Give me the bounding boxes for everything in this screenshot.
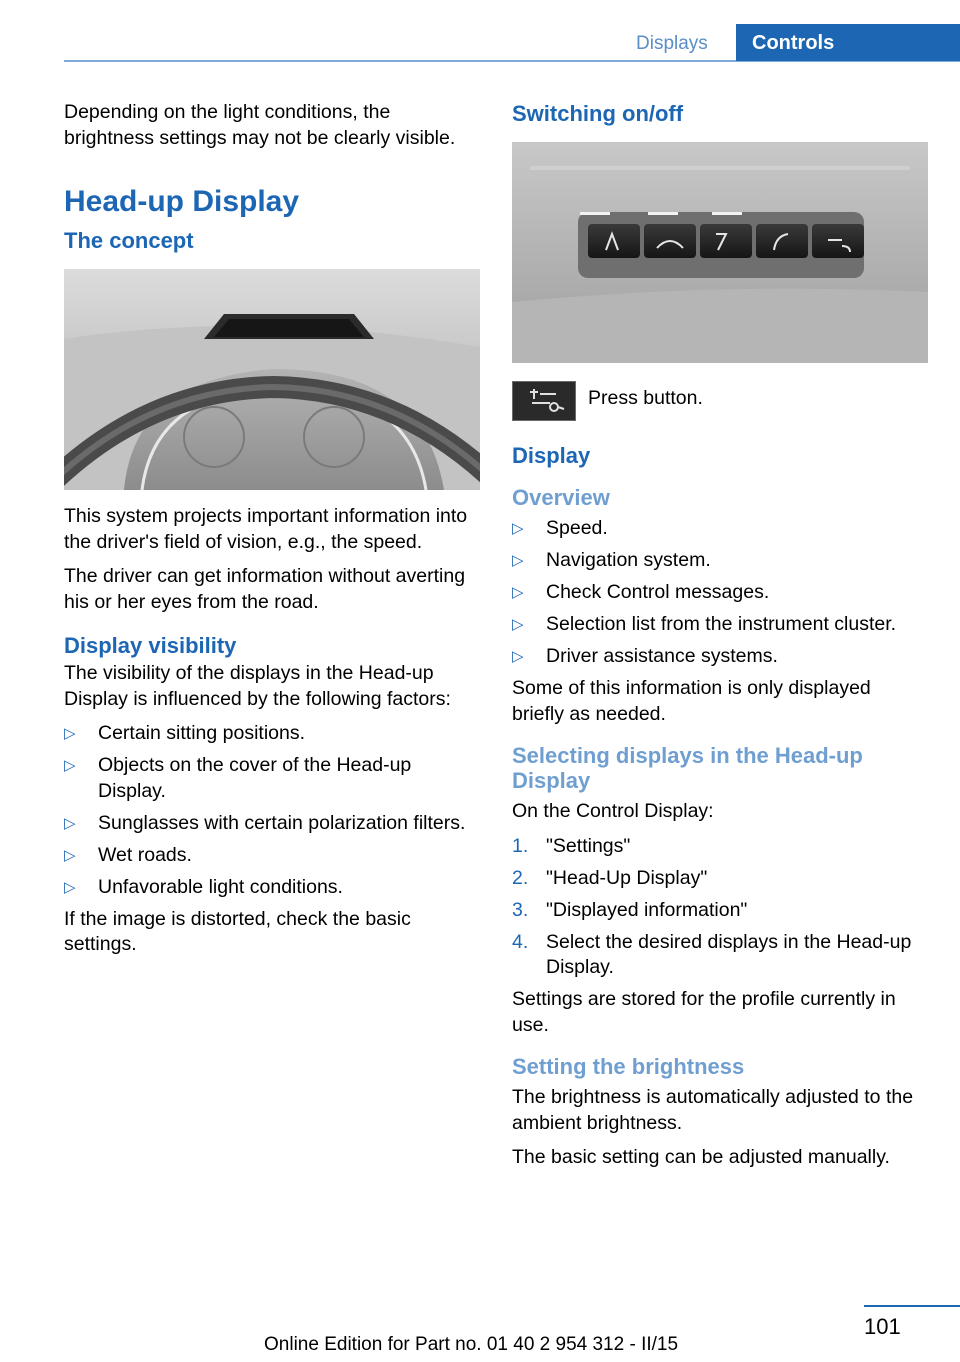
press-button-row <box>512 381 928 421</box>
triangle-right-icon: ▷ <box>512 520 524 537</box>
list-item: 3. "Displayed information" <box>512 898 748 921</box>
triangle-right-icon: ▷ <box>64 757 76 774</box>
intro-paragraph: Depending on the light conditions, the brightness settings may not be clearly visible. <box>64 101 456 149</box>
triangle-right-icon: ▷ <box>64 846 76 864</box>
list-item: ▷ Speed. <box>512 516 928 542</box>
steps-list <box>512 834 928 981</box>
press-button-text: Press button. <box>588 387 703 409</box>
triangle-right-icon: ▷ <box>64 878 76 896</box>
triangle-right-icon: ▷ <box>512 552 524 569</box>
selecting-heading: Selecting displays in the Head-up Display <box>512 743 863 793</box>
overview-list <box>512 516 928 670</box>
list-item: 1. "Settings" <box>512 834 631 857</box>
triangle-right-icon: ▷ <box>64 725 76 742</box>
list-item: ▷ Driver assistance systems. <box>512 644 928 670</box>
concept-heading: The concept <box>64 228 194 253</box>
list-item: ▷ Selection list from the instrument cluster. <box>512 612 928 638</box>
left-column <box>64 100 480 967</box>
triangle-right-icon: ▷ <box>512 616 524 633</box>
triangle-right-icon: ▷ <box>512 584 524 601</box>
edition-note: Online Edition for Part no. 01 40 2 954 312 - II/15 <box>264 1334 679 1355</box>
overview-note: Some of this information is only displayed briefly as needed. <box>512 677 871 725</box>
list-item: 2. "Head-Up Display" <box>512 866 708 889</box>
distorted-note: If the image is distorted, check the basic settings. <box>64 907 411 955</box>
right-column <box>512 100 928 1180</box>
header-section-displays[interactable]: Displays <box>636 33 708 54</box>
list-item: ▷ Objects on the cover of the Head-up Display. <box>64 754 412 802</box>
list-item: ▷ Check Control messages. <box>512 580 928 606</box>
concept-paragraph-1: This system projects important information into the driver's field of vision, e.g., the speed. <box>64 505 468 553</box>
header-chapter-controls[interactable]: Controls <box>736 24 960 61</box>
visibility-heading: Display visibility <box>64 633 237 658</box>
display-heading: Display <box>512 443 591 468</box>
brightness-heading: Setting the brightness <box>512 1054 745 1079</box>
brightness-paragraph-2: The basic setting can be adjusted manually. <box>512 1146 890 1168</box>
hud-dashboard-photo <box>64 269 480 490</box>
page-title: Head-up Display <box>64 185 300 218</box>
button-panel-photo <box>512 142 928 363</box>
hud-button-icon[interactable] <box>512 381 576 421</box>
list-item: ▷ Certain sitting positions. <box>64 721 480 747</box>
settings-stored-text: Settings are stored for the profile currently in use. <box>512 988 896 1036</box>
on-control-display-text: On the Control Display: <box>512 800 714 822</box>
list-item: ▷ Unfavorable light conditions. <box>64 875 480 901</box>
visibility-factors-list <box>64 721 480 900</box>
overview-heading: Overview <box>512 485 610 510</box>
page-number: 101 <box>864 1314 901 1339</box>
brightness-paragraph-1: The brightness is automatically adjusted to the ambient brightness. <box>512 1086 914 1134</box>
triangle-right-icon: ▷ <box>64 814 76 832</box>
concept-paragraph-2: The driver can get information without averting his or her eyes from the road. <box>64 565 466 613</box>
list-item: ▷ Navigation system. <box>512 548 928 574</box>
list-item: ▷ Sunglasses with certain polarization filters. <box>64 811 480 837</box>
footer-rule <box>864 1305 960 1307</box>
switching-heading: Switching on/off <box>512 101 684 126</box>
list-item: 4. Select the desired displays in the Head-up Display. <box>512 930 912 978</box>
list-item: ▷ Wet roads. <box>64 843 480 869</box>
triangle-right-icon: ▷ <box>512 648 524 665</box>
visibility-intro: The visibility of the displays in the Head-up Display is influenced by the following factors: <box>64 662 451 710</box>
